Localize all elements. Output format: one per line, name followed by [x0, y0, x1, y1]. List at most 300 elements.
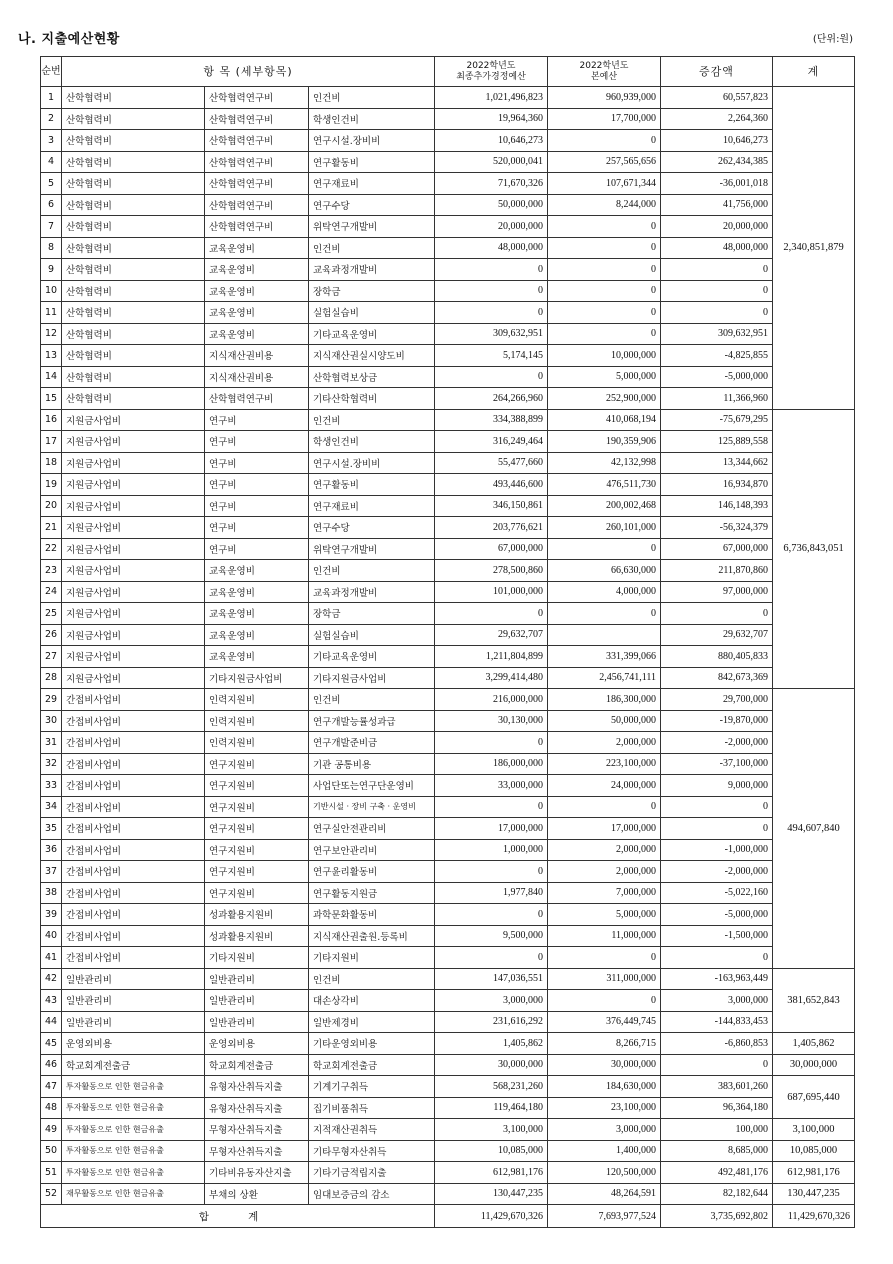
revised-budget-cell: 20,000,000: [435, 216, 548, 238]
category-cell: 간접비사업비: [62, 839, 205, 861]
main-budget-cell: 0: [548, 323, 661, 345]
table-row: [41, 753, 855, 775]
main-budget-cell: 24,000,000: [548, 775, 661, 797]
diff-cell: 100,000: [661, 1119, 773, 1141]
total-sum: 11,429,670,326: [773, 1205, 855, 1228]
detail-item-cell: 연구활동지원금: [309, 882, 435, 904]
category-cell: 간접비사업비: [62, 796, 205, 818]
revised-budget-cell: 0: [435, 904, 548, 926]
category-cell: 지원금사업비: [62, 474, 205, 496]
revised-budget-cell: 10,085,000: [435, 1140, 548, 1162]
category-cell: 간접비사업비: [62, 710, 205, 732]
revised-budget-cell: 216,000,000: [435, 689, 548, 711]
diff-cell: -6,860,853: [661, 1033, 773, 1055]
subcategory-cell: 교육운영비: [205, 581, 309, 603]
group-total-cell: 687,695,440: [773, 1076, 855, 1119]
main-budget-cell: 3,000,000: [548, 1119, 661, 1141]
detail-item-cell: 연구활동비: [309, 474, 435, 496]
subcategory-cell: 교육운영비: [205, 560, 309, 582]
diff-cell: 383,601,260: [661, 1076, 773, 1098]
group-total-cell: 30,000,000: [773, 1054, 855, 1076]
diff-cell: 0: [661, 796, 773, 818]
detail-item-cell: 인건비: [309, 560, 435, 582]
category-cell: 간접비사업비: [62, 882, 205, 904]
detail-item-cell: 기계기구취득: [309, 1076, 435, 1098]
row-number: 3: [41, 130, 62, 152]
main-budget-cell: 17,700,000: [548, 108, 661, 130]
subcategory-cell: 무형자산취득지출: [205, 1119, 309, 1141]
subcategory-cell: 교육운영비: [205, 302, 309, 324]
detail-item-cell: 기관 공통비용: [309, 753, 435, 775]
diff-cell: 20,000,000: [661, 216, 773, 238]
total-revised: 11,429,670,326: [435, 1205, 548, 1228]
category-cell: 산학협력비: [62, 366, 205, 388]
table-row: [41, 130, 855, 152]
diff-cell: -2,000,000: [661, 732, 773, 754]
subcategory-cell: 기타지원비: [205, 947, 309, 969]
row-number: 1: [41, 87, 62, 109]
detail-item-cell: 연구윤리활동비: [309, 861, 435, 883]
table-row: [41, 1119, 855, 1141]
subcategory-cell: 유형자산취득지출: [205, 1076, 309, 1098]
main-budget-cell: 960,939,000: [548, 87, 661, 109]
subcategory-cell: 교육운영비: [205, 280, 309, 302]
category-cell: 산학협력비: [62, 237, 205, 259]
diff-cell: 0: [661, 280, 773, 302]
category-cell: 지원금사업비: [62, 581, 205, 603]
main-budget-cell: 0: [548, 538, 661, 560]
category-cell: 지원금사업비: [62, 624, 205, 646]
table-row: [41, 388, 855, 410]
diff-cell: 492,481,176: [661, 1162, 773, 1184]
detail-item-cell: 사업단또는연구단운영비: [309, 775, 435, 797]
row-number: 42: [41, 968, 62, 990]
table-row: [41, 323, 855, 345]
revised-budget-cell: 55,477,660: [435, 452, 548, 474]
category-cell: 산학협력비: [62, 388, 205, 410]
row-number: 2: [41, 108, 62, 130]
subcategory-cell: 인력지원비: [205, 710, 309, 732]
diff-cell: 97,000,000: [661, 581, 773, 603]
table-row: [41, 302, 855, 324]
detail-item-cell: 연구수당: [309, 517, 435, 539]
subcategory-cell: 연구비: [205, 538, 309, 560]
main-budget-cell: 0: [548, 796, 661, 818]
diff-cell: 880,405,833: [661, 646, 773, 668]
revised-budget-cell: 29,632,707: [435, 624, 548, 646]
subcategory-cell: 산학협력연구비: [205, 87, 309, 109]
category-cell: 지원금사업비: [62, 538, 205, 560]
category-cell: 간접비사업비: [62, 947, 205, 969]
category-cell: 지원금사업비: [62, 495, 205, 517]
category-cell: 간접비사업비: [62, 818, 205, 840]
revised-budget-cell: 30,000,000: [435, 1054, 548, 1076]
subcategory-cell: 일반관리비: [205, 968, 309, 990]
table-row: [41, 968, 855, 990]
revised-budget-cell: 10,646,273: [435, 130, 548, 152]
table-row: [41, 904, 855, 926]
revised-budget-cell: 493,446,600: [435, 474, 548, 496]
category-cell: 운영외비용: [62, 1033, 205, 1055]
header-main-line1: 2022학년도: [579, 60, 629, 71]
diff-cell: 48,000,000: [661, 237, 773, 259]
table-row: [41, 452, 855, 474]
row-number: 13: [41, 345, 62, 367]
revised-budget-cell: 0: [435, 603, 548, 625]
category-cell: 지원금사업비: [62, 409, 205, 431]
detail-item-cell: 실험실습비: [309, 302, 435, 324]
group-total-cell: 381,652,843: [773, 968, 855, 1033]
subcategory-cell: 기타비유동자산지출: [205, 1162, 309, 1184]
revised-budget-cell: 0: [435, 259, 548, 281]
table-row: [41, 689, 855, 711]
row-number: 35: [41, 818, 62, 840]
diff-cell: 13,344,662: [661, 452, 773, 474]
revised-budget-cell: 0: [435, 366, 548, 388]
row-number: 44: [41, 1011, 62, 1033]
group-total-cell: 3,100,000: [773, 1119, 855, 1141]
detail-item-cell: 기타교육운영비: [309, 646, 435, 668]
detail-item-cell: 인건비: [309, 237, 435, 259]
diff-cell: 146,148,393: [661, 495, 773, 517]
detail-item-cell: 임대보증금의 감소: [309, 1183, 435, 1205]
diff-cell: -144,833,453: [661, 1011, 773, 1033]
group-total-cell: 130,447,235: [773, 1183, 855, 1205]
row-number: 46: [41, 1054, 62, 1076]
diff-cell: 0: [661, 302, 773, 324]
main-budget-cell: 376,449,745: [548, 1011, 661, 1033]
diff-cell: -4,825,855: [661, 345, 773, 367]
diff-cell: -5,000,000: [661, 366, 773, 388]
revised-budget-cell: 1,405,862: [435, 1033, 548, 1055]
diff-cell: 9,000,000: [661, 775, 773, 797]
row-number: 19: [41, 474, 62, 496]
row-number: 39: [41, 904, 62, 926]
expense-budget-table: [40, 56, 855, 1228]
table-row: [41, 560, 855, 582]
category-cell: 일반관리비: [62, 1011, 205, 1033]
main-budget-cell: 476,511,730: [548, 474, 661, 496]
diff-cell: 262,434,385: [661, 151, 773, 173]
main-budget-cell: 0: [548, 259, 661, 281]
revised-budget-cell: 346,150,861: [435, 495, 548, 517]
table-row: [41, 1183, 855, 1205]
revised-budget-cell: 278,500,860: [435, 560, 548, 582]
row-number: 31: [41, 732, 62, 754]
table-row: [41, 495, 855, 517]
table-body: [41, 87, 855, 1205]
category-cell: 학교회계전출금: [62, 1054, 205, 1076]
detail-item-cell: 인건비: [309, 968, 435, 990]
diff-cell: 0: [661, 1054, 773, 1076]
diff-cell: 0: [661, 603, 773, 625]
main-budget-cell: 4,000,000: [548, 581, 661, 603]
row-number: 25: [41, 603, 62, 625]
diff-cell: 8,685,000: [661, 1140, 773, 1162]
category-cell: 지원금사업비: [62, 517, 205, 539]
row-number: 29: [41, 689, 62, 711]
subcategory-cell: 일반관리비: [205, 1011, 309, 1033]
main-budget-cell: 120,500,000: [548, 1162, 661, 1184]
row-number: 50: [41, 1140, 62, 1162]
main-budget-cell: 23,100,000: [548, 1097, 661, 1119]
main-budget-cell: 10,000,000: [548, 345, 661, 367]
revised-budget-cell: 3,000,000: [435, 990, 548, 1012]
main-budget-cell: 2,456,741,111: [548, 667, 661, 689]
diff-cell: 309,632,951: [661, 323, 773, 345]
diff-cell: 11,366,960: [661, 388, 773, 410]
table-row: [41, 517, 855, 539]
subcategory-cell: 연구지원비: [205, 839, 309, 861]
table-row: [41, 732, 855, 754]
table-row: [41, 667, 855, 689]
main-budget-cell: 2,000,000: [548, 861, 661, 883]
row-number: 51: [41, 1162, 62, 1184]
subcategory-cell: 지식재산권비용: [205, 366, 309, 388]
detail-item-cell: 학생인건비: [309, 108, 435, 130]
category-cell: 산학협력비: [62, 323, 205, 345]
header-no: 순번: [41, 57, 62, 87]
revised-budget-cell: 0: [435, 861, 548, 883]
row-number: 27: [41, 646, 62, 668]
subcategory-cell: 산학협력연구비: [205, 130, 309, 152]
table-row: [41, 796, 855, 818]
detail-item-cell: 연구보안관리비: [309, 839, 435, 861]
subcategory-cell: 연구비: [205, 474, 309, 496]
subcategory-cell: 인력지원비: [205, 732, 309, 754]
diff-cell: 842,673,369: [661, 667, 773, 689]
diff-cell: -1,500,000: [661, 925, 773, 947]
table-row: [41, 216, 855, 238]
subcategory-cell: 연구비: [205, 431, 309, 453]
detail-item-cell: 장학금: [309, 603, 435, 625]
category-cell: 지원금사업비: [62, 646, 205, 668]
table-row: [41, 280, 855, 302]
diff-cell: 96,364,180: [661, 1097, 773, 1119]
table-row: [41, 173, 855, 195]
group-total-cell: 1,405,862: [773, 1033, 855, 1055]
subcategory-cell: 교육운영비: [205, 259, 309, 281]
main-budget-cell: 107,671,344: [548, 173, 661, 195]
row-number: 6: [41, 194, 62, 216]
table-row: [41, 581, 855, 603]
diff-cell: -37,100,000: [661, 753, 773, 775]
detail-item-cell: 장학금: [309, 280, 435, 302]
row-number: 10: [41, 280, 62, 302]
revised-budget-cell: 1,000,000: [435, 839, 548, 861]
main-budget-cell: 0: [548, 130, 661, 152]
category-cell: 간접비사업비: [62, 689, 205, 711]
category-cell: 투자활동으로 인한 현금유출: [62, 1119, 205, 1141]
subcategory-cell: 연구지원비: [205, 775, 309, 797]
main-budget-cell: 186,300,000: [548, 689, 661, 711]
category-cell: 산학협력비: [62, 151, 205, 173]
subcategory-cell: 연구비: [205, 452, 309, 474]
subcategory-cell: 산학협력연구비: [205, 388, 309, 410]
table-row: [41, 925, 855, 947]
table-row: [41, 646, 855, 668]
detail-item-cell: 기타운영외비용: [309, 1033, 435, 1055]
subcategory-cell: 연구지원비: [205, 882, 309, 904]
subcategory-cell: 산학협력연구비: [205, 173, 309, 195]
revised-budget-cell: 130,447,235: [435, 1183, 548, 1205]
table-row: [41, 990, 855, 1012]
subcategory-cell: 교육운영비: [205, 624, 309, 646]
table-row: [41, 345, 855, 367]
main-budget-cell: 66,630,000: [548, 560, 661, 582]
table-row: [41, 1011, 855, 1033]
detail-item-cell: 교육과정개발비: [309, 259, 435, 281]
category-cell: 지원금사업비: [62, 431, 205, 453]
table-row: [41, 1054, 855, 1076]
diff-cell: 0: [661, 947, 773, 969]
revised-budget-cell: 231,616,292: [435, 1011, 548, 1033]
subcategory-cell: 산학협력연구비: [205, 216, 309, 238]
table-row: [41, 366, 855, 388]
category-cell: 간접비사업비: [62, 753, 205, 775]
table-row: [41, 108, 855, 130]
main-budget-cell: 2,000,000: [548, 839, 661, 861]
main-budget-cell: 42,132,998: [548, 452, 661, 474]
main-budget-cell: 5,000,000: [548, 366, 661, 388]
revised-budget-cell: 1,211,804,899: [435, 646, 548, 668]
revised-budget-cell: 264,266,960: [435, 388, 548, 410]
revised-budget-cell: 17,000,000: [435, 818, 548, 840]
detail-item-cell: 인건비: [309, 409, 435, 431]
diff-cell: -56,324,379: [661, 517, 773, 539]
diff-cell: -5,022,160: [661, 882, 773, 904]
row-number: 11: [41, 302, 62, 324]
detail-item-cell: 연구실안전관리비: [309, 818, 435, 840]
main-budget-cell: 252,900,000: [548, 388, 661, 410]
detail-item-cell: 기타기금적립지출: [309, 1162, 435, 1184]
table-row: [41, 861, 855, 883]
total-row: [41, 1205, 855, 1228]
subcategory-cell: 산학협력연구비: [205, 194, 309, 216]
row-number: 40: [41, 925, 62, 947]
subcategory-cell: 연구지원비: [205, 753, 309, 775]
detail-item-cell: 지식재산권출원.등록비: [309, 925, 435, 947]
row-number: 43: [41, 990, 62, 1012]
revised-budget-cell: 0: [435, 947, 548, 969]
detail-item-cell: 실험실습비: [309, 624, 435, 646]
row-number: 18: [41, 452, 62, 474]
table-row: [41, 710, 855, 732]
category-cell: 투자활동으로 인한 현금유출: [62, 1076, 205, 1098]
category-cell: 산학협력비: [62, 302, 205, 324]
diff-cell: -163,963,449: [661, 968, 773, 990]
revised-budget-cell: 48,000,000: [435, 237, 548, 259]
diff-cell: -1,000,000: [661, 839, 773, 861]
category-cell: 투자활동으로 인한 현금유출: [62, 1097, 205, 1119]
category-cell: 산학협력비: [62, 216, 205, 238]
revised-budget-cell: 0: [435, 280, 548, 302]
main-budget-cell: 48,264,591: [548, 1183, 661, 1205]
group-total-cell: 10,085,000: [773, 1140, 855, 1162]
subcategory-cell: 연구비: [205, 517, 309, 539]
main-budget-cell: 8,244,000: [548, 194, 661, 216]
table-row: [41, 1140, 855, 1162]
page-title: 나. 지출예산현황: [18, 32, 120, 47]
subcategory-cell: 운영외비용: [205, 1033, 309, 1055]
main-budget-cell: 257,565,656: [548, 151, 661, 173]
group-total-cell: 2,340,851,879: [773, 87, 855, 410]
category-cell: 간접비사업비: [62, 904, 205, 926]
row-number: 9: [41, 259, 62, 281]
subcategory-cell: 성과활용지원비: [205, 904, 309, 926]
table-row: [41, 624, 855, 646]
table-row: [41, 882, 855, 904]
detail-item-cell: 위탁연구개발비: [309, 538, 435, 560]
total-diff: 3,735,692,802: [661, 1205, 773, 1228]
revised-budget-cell: 9,500,000: [435, 925, 548, 947]
diff-cell: 2,264,360: [661, 108, 773, 130]
main-budget-cell: 200,002,468: [548, 495, 661, 517]
header-main-line2: 본예산: [590, 71, 618, 82]
revised-budget-cell: 33,000,000: [435, 775, 548, 797]
row-number: 21: [41, 517, 62, 539]
detail-item-cell: 연구재료비: [309, 495, 435, 517]
revised-budget-cell: 19,964,360: [435, 108, 548, 130]
table-row: [41, 1076, 855, 1098]
table-row: [41, 1162, 855, 1184]
subcategory-cell: 유형자산취득지출: [205, 1097, 309, 1119]
table-row: [41, 839, 855, 861]
diff-cell: 41,756,000: [661, 194, 773, 216]
diff-cell: -2,000,000: [661, 861, 773, 883]
table-row: [41, 87, 855, 109]
table-row: [41, 194, 855, 216]
detail-item-cell: 기타지원비: [309, 947, 435, 969]
subcategory-cell: 교육운영비: [205, 323, 309, 345]
subcategory-cell: 성과활용지원비: [205, 925, 309, 947]
row-number: 47: [41, 1076, 62, 1098]
detail-item-cell: 연구개발준비금: [309, 732, 435, 754]
detail-item-cell: 기타무형자산취득: [309, 1140, 435, 1162]
subcategory-cell: 연구비: [205, 409, 309, 431]
main-budget-cell: 0: [548, 302, 661, 324]
row-number: 37: [41, 861, 62, 883]
detail-item-cell: 연구수당: [309, 194, 435, 216]
subcategory-cell: 연구지원비: [205, 861, 309, 883]
header-diff: 증감액: [661, 57, 773, 87]
revised-budget-cell: 1,021,496,823: [435, 87, 548, 109]
table-row: [41, 259, 855, 281]
detail-item-cell: 지식재산권실시양도비: [309, 345, 435, 367]
row-number: 45: [41, 1033, 62, 1055]
group-total-cell: 494,607,840: [773, 689, 855, 969]
table-row: [41, 409, 855, 431]
revised-budget-cell: 30,130,000: [435, 710, 548, 732]
main-budget-cell: 1,400,000: [548, 1140, 661, 1162]
category-cell: 투자활동으로 인한 현금유출: [62, 1162, 205, 1184]
header-total: 계: [773, 57, 855, 87]
category-cell: 지원금사업비: [62, 667, 205, 689]
row-number: 20: [41, 495, 62, 517]
detail-item-cell: 산학협력보상금: [309, 366, 435, 388]
main-budget-cell: 30,000,000: [548, 1054, 661, 1076]
subcategory-cell: 연구비: [205, 495, 309, 517]
main-budget-cell: 11,000,000: [548, 925, 661, 947]
diff-cell: 29,700,000: [661, 689, 773, 711]
category-cell: 산학협력비: [62, 345, 205, 367]
table-row: [41, 431, 855, 453]
diff-cell: -36,001,018: [661, 173, 773, 195]
detail-item-cell: 연구활동비: [309, 151, 435, 173]
main-budget-cell: 8,266,715: [548, 1033, 661, 1055]
unit-label: (단위:원): [812, 34, 853, 45]
table-row: [41, 818, 855, 840]
